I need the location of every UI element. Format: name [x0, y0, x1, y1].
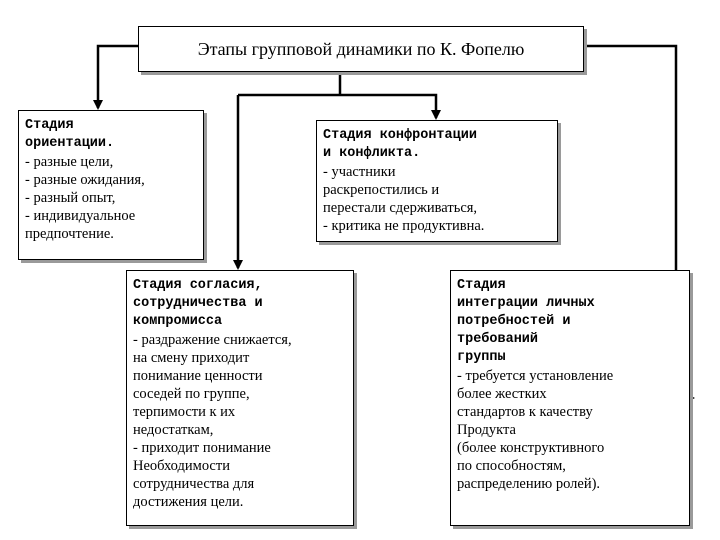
stage-heading: Стадия конфронтации и конфликта. — [323, 128, 477, 161]
stage-line: - разные цели, — [25, 154, 114, 170]
stage-line: терпимости к их — [133, 404, 236, 420]
stage-orientation-box — [18, 110, 204, 260]
stage-line: (более конструктивного — [457, 440, 605, 456]
stage-line: стандартов к качеству — [457, 404, 593, 420]
stage-confrontation-box — [316, 120, 558, 242]
stage-heading: Стадия интеграции личных потребностей и требований группы — [457, 278, 595, 365]
stage-heading: Стадия согласия, сотрудничества и компромисса — [133, 278, 263, 329]
stage-line: Продукта — [457, 422, 516, 438]
stage-heading: Стадия ориентации. — [25, 118, 115, 151]
stage-line: сотрудничества для — [133, 476, 255, 492]
stage-agreement-box — [126, 270, 354, 526]
stage-line: по способностям, — [457, 458, 566, 474]
arrow-to-confrontation — [238, 95, 436, 118]
stage-line: - приходит понимание — [133, 440, 271, 456]
stage-line: - разный опыт, — [25, 190, 116, 206]
stage-line: - критика не продуктивна. — [323, 218, 485, 234]
stage-line: предпочтение. — [25, 226, 114, 242]
stage-line: понимание ценности — [133, 368, 263, 384]
stage-line: недостаткам, — [133, 422, 214, 438]
stage-line: распределению ролей). — [457, 476, 601, 492]
stage-line: соседей по группе, — [133, 386, 250, 402]
stage-line: на смену приходит — [133, 350, 250, 366]
stage-line: достижения цели. — [133, 494, 244, 510]
stage-integration-box — [450, 270, 690, 526]
stage-line: - участники — [323, 164, 396, 180]
diagram-title: Этапы групповой динамики по К. Фопелю — [138, 26, 584, 72]
stage-line: - раздражение снижается, — [133, 332, 292, 348]
stage-line: - требуется установление — [457, 368, 614, 384]
stage-line: перестали сдерживаться, — [323, 200, 478, 216]
stage-line: Необходимости — [133, 458, 230, 474]
stage-line: раскрепостились и — [323, 182, 440, 198]
arrow-to-orientation — [98, 46, 138, 108]
stage-line: более жестких — [457, 386, 547, 402]
stage-line: - разные ожидания, — [25, 172, 145, 188]
stage-line: - индивидуальное — [25, 208, 136, 224]
